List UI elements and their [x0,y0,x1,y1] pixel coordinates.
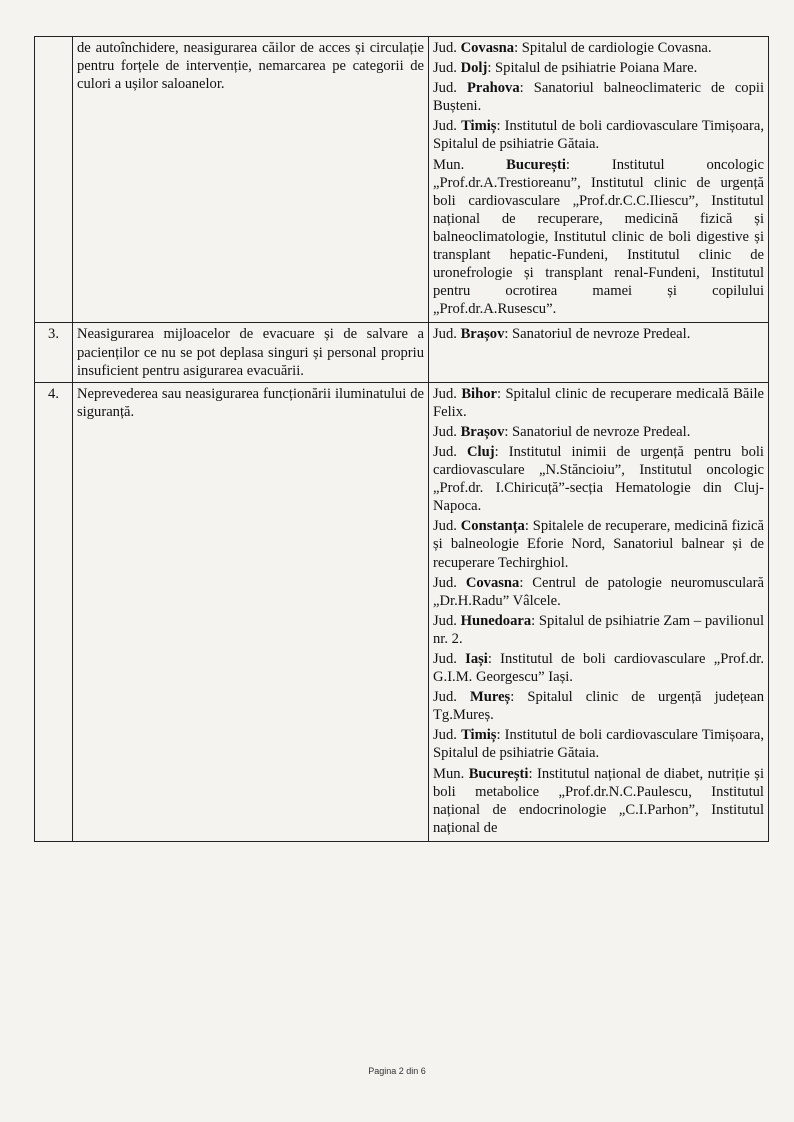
location-entry [433,325,764,343]
location-entry [433,79,764,115]
location-entry [433,423,764,441]
row-description [73,382,429,841]
location-institutions: : Spitalul de psihiatrie Poiana Mare. [487,60,698,77]
location-institutions: : Sanatoriul balneoclimateric de copii Bușteni. [433,80,764,115]
location-county-name: Dolj [460,60,488,77]
location-entry [433,726,764,762]
location-county-name: Iași [465,651,488,667]
location-entry [433,517,764,571]
location-county-name: Brașov [460,423,505,440]
location-county-name: Timiș [461,118,497,135]
location-entry [433,688,764,724]
location-prefix: Jud. [433,518,461,535]
location-institutions: : Spitalele de recuperare, medicină fizică și balneologie Eforie Nord, Sanatoriul balnear și de recuperare Techirghiol. [433,518,764,571]
row-description [73,37,429,323]
location-institutions: : Institutul de boli cardiovasculare Timișoara, Spitalul de psihiatrie Gătaia. [433,118,764,153]
location-county-name: Bihor [461,385,497,402]
description-text: Neasigurarea mijloacelor de evacuare și de salvare a pacienților ce nu se pot deplasa singuri și personal propriu insuficient pentru asigurarea evacuării. [77,326,424,379]
location-entry [433,59,764,77]
location-institutions: : Centrul de patologie neuromusculară „Dr.H.Radu” Vâlcele. [433,574,764,609]
location-institutions: : Sanatoriul de nevroze Predeal. [504,423,691,440]
location-prefix: Jud. [433,612,461,629]
location-entry [433,443,764,515]
location-prefix: Jud. [433,689,470,706]
location-institutions: : Institutul oncologic „Prof.dr.A.Trestioreanu”, Institutul clinic de urgență boli cardiovasculare „Prof.dr.C.C.Iliescu”, Institutul național de recuperare, medicină fizică și balneoclimatologie, Institutul clinic de boli digestive și transplant hepatic-Fundeni, Institutul clinic de uronefrologie și transplant renal-Fundeni, Institutul pentru ocrotirea mamei și copilului „Prof.dr.A.Rusescu”. [433,156,764,318]
location-entry [433,156,764,319]
location-county-name: Covasna [465,574,520,591]
location-entry [433,765,764,837]
location-prefix: Jud. [433,80,467,97]
location-institutions: : Institutul național de diabet, nutriție și boli metabolice „Prof.dr.N.C.Paulescu, Institutul național de endocrinologie „C.I.Parhon”, Institutul național de [433,765,765,836]
location-county-name: București [468,765,529,782]
location-county-name: Brașov [460,326,505,343]
table-row [35,37,769,323]
location-prefix: Jud. [433,727,462,744]
location-entry [433,574,764,610]
location-entry [433,385,764,421]
location-institutions: : Spitalul de psihiatrie Zam – pavilionul nr. 2. [433,612,764,647]
location-prefix: Jud. [433,40,461,56]
description-text: Neprevederea sau neasigurarea funcționării iluminatului de siguranță. [77,385,424,420]
location-prefix: Mun. [433,156,507,173]
location-entry [433,117,764,153]
location-institutions: : Institutul de boli cardiovasculare Timișoara, Spitalul de psihiatrie Gătaia. [433,727,764,762]
location-prefix: Jud. [433,651,466,667]
location-county-name: Timiș [461,727,497,744]
location-county-name: Covasna [460,40,515,56]
location-prefix: Jud. [433,326,461,343]
table-row [35,382,769,841]
row-locations [429,382,769,841]
location-county-name: Hunedoara [460,612,532,629]
row-number: 4. [35,382,73,841]
location-entry [433,612,764,648]
description-text: de autoînchidere, neasigurarea căilor de acces și circulație pentru forțele de intervenție, nemarcarea pe categorii de culori a ușilor saloanelor. [77,40,424,93]
row-number [35,37,73,323]
location-entry [433,39,764,57]
location-prefix: Jud. [433,423,461,440]
location-prefix: Jud. [433,118,462,135]
location-institutions: : Spitalul clinic de recuperare medicală Băile Felix. [433,385,764,420]
row-description [73,323,429,382]
location-institutions: : Spitalul de cardiologie Covasna. [514,40,712,56]
location-county-name: Mureș [469,689,511,706]
deficiencies-table [34,36,769,842]
table-row [35,323,769,382]
location-prefix: Jud. [433,60,461,77]
row-locations [429,37,769,323]
location-prefix: Jud. [433,574,466,591]
location-county-name: Cluj [467,443,495,460]
location-county-name: Prahova [466,80,520,97]
location-prefix: Jud. [433,443,468,460]
location-prefix: Jud. [433,385,462,402]
row-number: 3. [35,323,73,382]
location-county-name: București [506,156,566,173]
page-footer: Pagina 2 din 6 [368,1066,426,1076]
location-institutions: : Spitalul clinic de urgență județean Tg.Mureș. [433,689,764,724]
location-prefix: Mun. [433,765,469,782]
row-locations [429,323,769,382]
location-institutions: : Institutul inimii de urgență pentru boli cardiovasculare „N.Stăncioiu”, Institutul oncologic „Prof.dr. I.Chiricuță”-secția Hematologie din Cluj-Napoca. [433,443,764,515]
location-institutions: : Sanatoriul de nevroze Predeal. [504,326,691,343]
location-county-name: Constanța [460,518,525,535]
location-entry [433,650,764,686]
location-institutions: : Institutul de boli cardiovasculare „Prof.dr. G.I.M. Georgescu” Iași. [433,651,764,686]
